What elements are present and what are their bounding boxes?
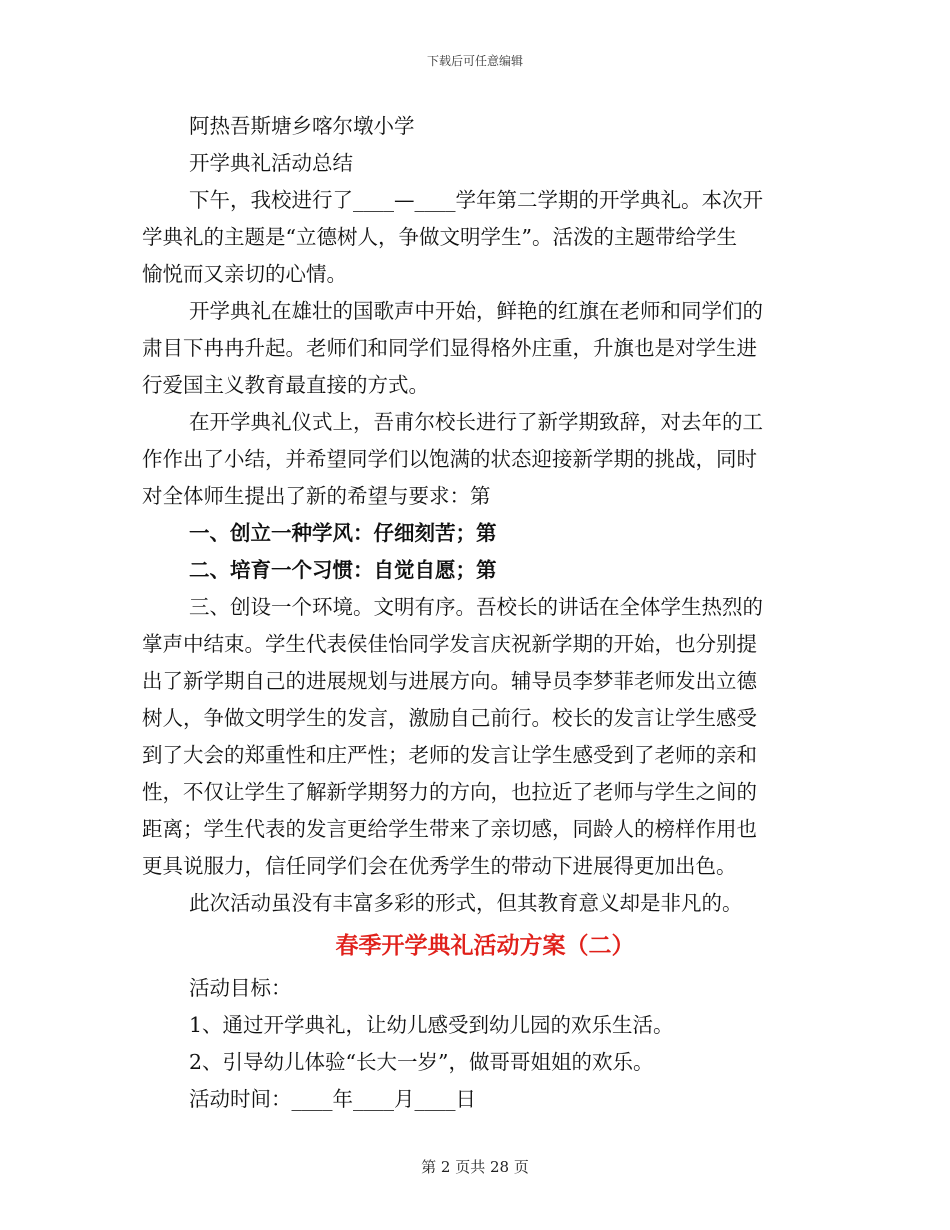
paragraph-line: 掌声中结束。学生代表侯佳怡同学发言庆祝新学期的开始，也分别提	[142, 632, 757, 656]
paragraph-line: 此次活动虽没有丰富多彩的形式，但其教育意义却是非凡的。	[189, 891, 743, 915]
paragraph-line: 学典礼的主题是“立德树人，争做文明学生”。活泼的主题带给学生	[142, 225, 737, 249]
paragraph-line: 行爱国主义教育最直接的方式。	[142, 373, 429, 397]
document-body	[142, 108, 798, 1118]
paragraph-line: 下午，我校进行了____—____学年第二学期的开学典礼。本次开	[189, 188, 763, 212]
paragraph-line: 1、通过开学典礼，让幼儿感受到幼儿园的欢乐生活。	[189, 1013, 674, 1037]
paragraph-line: 愉悦而又亲切的心情。	[142, 262, 347, 286]
paragraph-line: 性，不仅让学生了解新学期努力的方向，也拉近了老师与学生之间的	[142, 780, 757, 804]
paragraph-line: 出了新学期自己的进展规划与进展方向。辅导员李梦菲老师发出立德	[142, 669, 757, 693]
bold-item-line: 二、培育一个习惯：自觉自愿；第	[189, 558, 497, 582]
paragraph-line: 距离；学生代表的发言更给学生带来了亲切感，同龄人的榜样作用也	[142, 817, 757, 841]
paragraph-line: 到了大会的郑重性和庄严性；老师的发言让学生感受到了老师的亲和	[142, 743, 757, 767]
page-header: 下载后可任意编辑	[426, 54, 523, 68]
paragraph-line: 开学典礼在雄壮的国歌声中开始，鲜艳的红旗在老师和同学们的	[189, 299, 763, 323]
paragraph-line: 三、创设一个环境。文明有序。吾校长的讲话在全体学生热烈的	[189, 595, 763, 619]
paragraph-line: 对全体师生提出了新的希望与要求：第	[142, 484, 491, 508]
paragraph-line: 活动目标：	[189, 976, 292, 1000]
school-name: 阿热吾斯塘乡喀尔墩小学	[189, 114, 415, 138]
section-heading: 春季开学典礼活动方案（二）	[335, 932, 635, 959]
bold-item-line: 一、创立一种学风：仔细刻苦；第	[189, 521, 497, 545]
paragraph-line: 作作出了小结，并希望同学们以饱满的状态迎接新学期的挑战，同时	[142, 447, 757, 471]
paragraph-line: 活动时间：____年____月____日	[189, 1087, 476, 1111]
paragraph-line: 肃目下冉冉升起。老师们和同学们显得格外庄重，升旗也是对学生进	[142, 336, 757, 360]
paragraph-line: 更具说服力，信任同学们会在优秀学生的带动下进展得更加出色。	[142, 854, 737, 878]
summary-title: 开学典礼活动总结	[189, 151, 353, 175]
page-footer: 第 2 页共 28 页	[421, 1158, 529, 1176]
paragraph-line: 树人，争做文明学生的发言，激励自己前行。校长的发言让学生感受	[142, 706, 757, 730]
paragraph-line: 在开学典礼仪式上，吾甫尔校长进行了新学期致辞，对去年的工	[189, 410, 763, 434]
paragraph-line: 2、引导幼儿体验“长大一岁”，做哥哥姐姐的欢乐。	[189, 1050, 654, 1074]
